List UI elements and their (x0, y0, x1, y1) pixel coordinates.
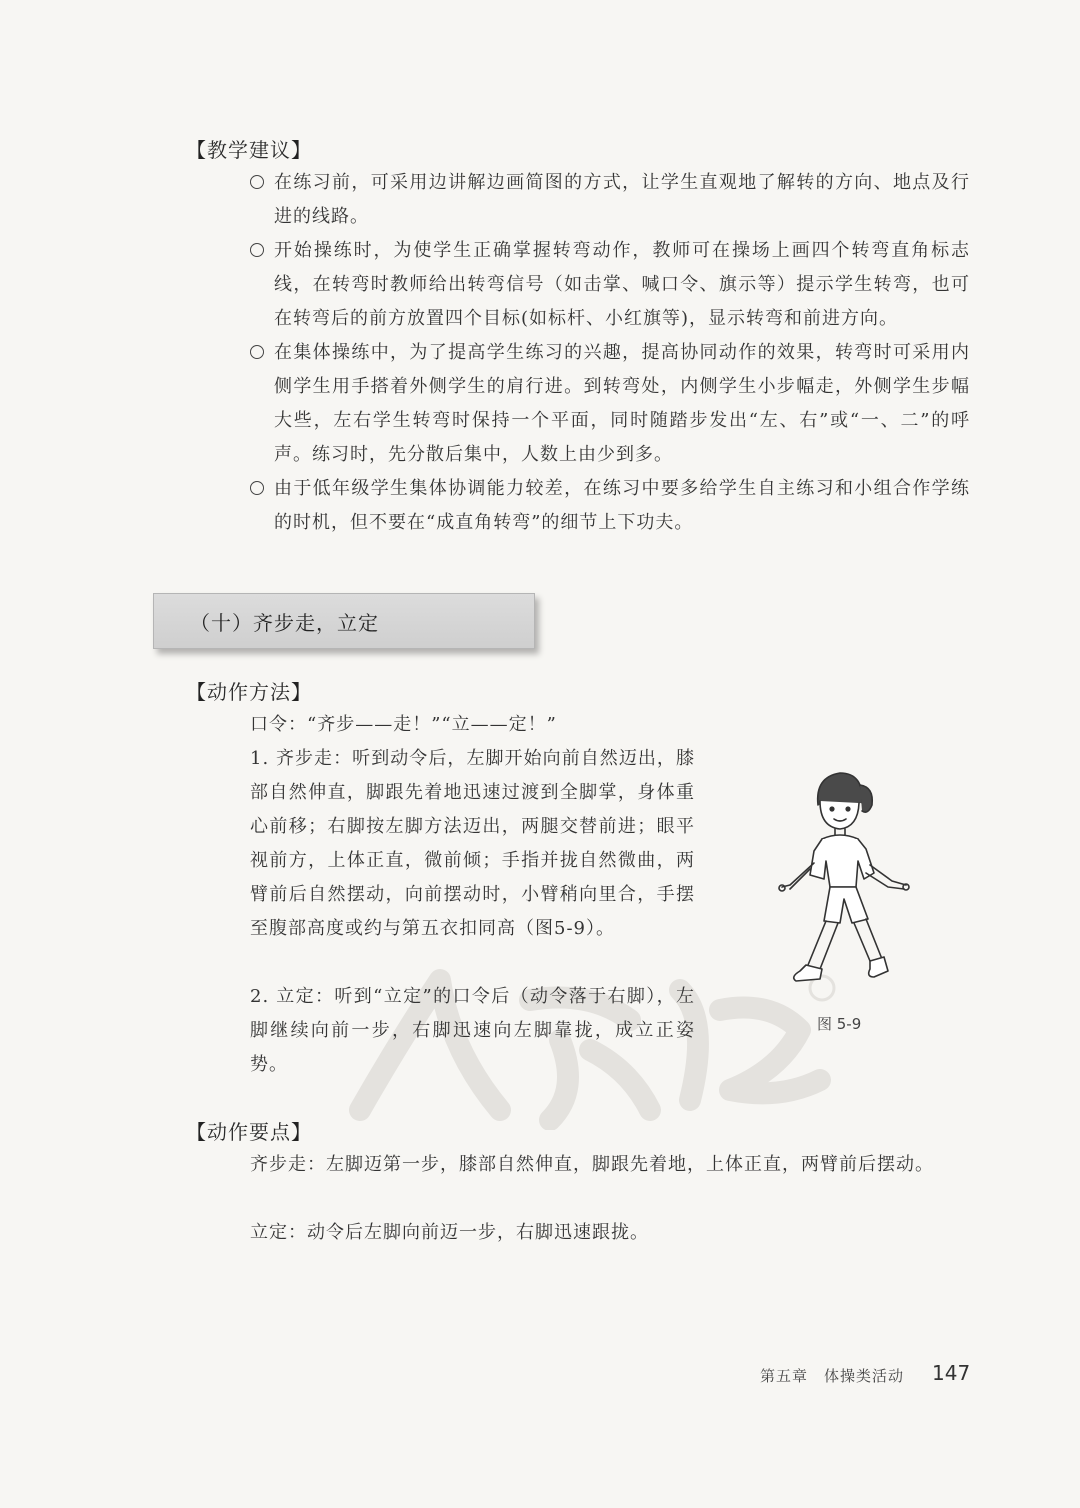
hollow-circle-icon (250, 175, 264, 189)
figure-caption: 图 5-9 (817, 1015, 862, 1033)
hollow-circle-icon (250, 243, 264, 257)
teaching-suggestion-list (250, 166, 970, 540)
list-item: 在练习前，可采用边讲解边画简图的方式，让学生直观地了解转的方向、地点及行进的线路。 (250, 166, 970, 234)
footer-chapter: 第五章 体操类活动 (760, 1367, 905, 1385)
list-item: 开始操练时，为使学生正确掌握转弯动作，教师可在操场上画四个转弯直角标志线，在转弯时教师给出转弯信号（如击掌、喊口令、旗示等）提示学生转弯，也可在转弯后的前方放置四个目标(如标杆、小红旗等)，显示转弯和前进方向。 (250, 234, 970, 336)
hollow-circle-icon (250, 481, 264, 495)
hollow-circle-icon (250, 345, 264, 359)
page-number: 147 (932, 1361, 971, 1385)
heading-action-method: 【动作方法】 (186, 680, 312, 704)
section-title: （十）齐步走，立定 (190, 611, 379, 635)
list-item: 由于低年级学生集体协调能力较差，在练习中要多给学生自主练习和小组合作学练的时机，但不要在“成直角转弯”的细节上下功夫。 (250, 472, 970, 540)
points-line-1: 齐步走：左脚迈第一步，膝部自然伸直，脚跟先着地，上体正直，两臂前后摆动。 (250, 1154, 934, 1175)
method-step-1: 1. 齐步走：听到动令后，左脚开始向前自然迈出，膝部自然伸直，脚跟先着地迅速过渡到全脚掌，身体重心前移；右脚按左脚方法迈出，两腿交替前进；眼平视前方，上体正直，微前倾；手指并拢自然微曲，两臂前后自然摆动，向前摆动时，小臂稍向里合，手摆至腹部高度或约与第五衣扣同高（图5-9）。 (250, 748, 695, 939)
heading-teaching-suggestions: 【教学建议】 (186, 138, 312, 162)
list-item: 在集体操练中，为了提高学生练习的兴趣，提高协同动作的效果，转弯时可采用内侧学生用手搭着外侧学生的肩行进。到转弯处，内侧学生小步幅走，外侧学生步幅大些，左右学生转弯时保持一个平面，同时随踏步发出“左、右”或“一、二”的呼声。练习时，先分散后集中，人数上由少到多。 (250, 336, 970, 472)
section-title-box (153, 593, 535, 649)
heading-action-points: 【动作要点】 (186, 1120, 312, 1144)
command-line: 口令：“齐步——走！”“立——定！” (250, 714, 557, 735)
points-line-2: 立定：动令后左脚向前迈一步，右脚迅速跟拢。 (250, 1222, 649, 1243)
method-step-2: 2. 立定：听到“立定”的口令后（动令落于右脚），左脚继续向前一步，右脚迅速向左脚靠拢，成立正姿势。 (250, 986, 695, 1075)
walking-girl-illustration (760, 765, 920, 1000)
